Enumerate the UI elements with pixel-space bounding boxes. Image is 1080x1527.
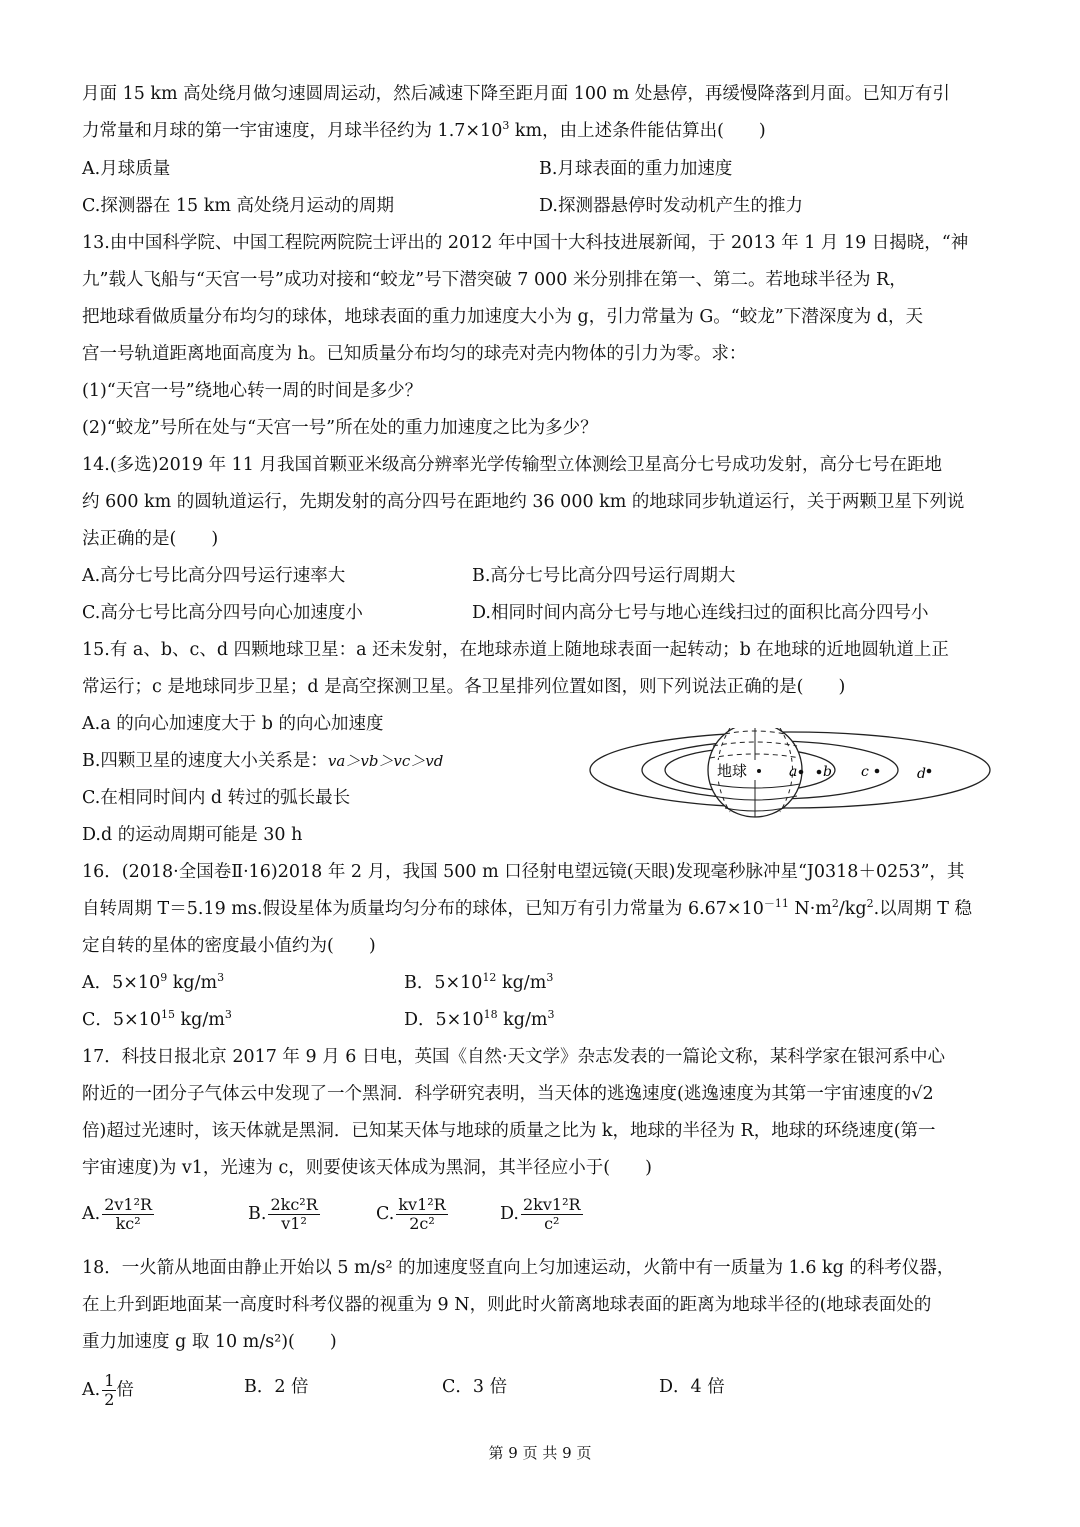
q18-line-1: 18．一火箭从地面由静止开始以 5 m/s² 的加速度竖直向上匀加速运动，火箭中有一质量为 1.6 kg 的科考仪器， bbox=[82, 1258, 955, 1278]
q16-line-1: 16．(2018·全国卷Ⅱ·16)2018 年 2 月，我国 500 m 口径射电望远镜(天眼)发现毫秒脉冲星“J0318＋0253”，其 bbox=[82, 862, 965, 882]
q15-option-a: A.a 的向心加速度大于 b 的向心加速度 bbox=[82, 714, 384, 734]
q14-option-c: C.高分七号比高分四号向心加速度小 bbox=[82, 603, 363, 623]
satellite-d-label: d bbox=[917, 766, 926, 782]
q16-option-d: D．$5\times 10^{18}$ $kg/m^3$ bbox=[404, 1008, 555, 1030]
q14-line-1: 14.(多选)2019 年 11 月我国首颗亚米级高分辨率光学传输型立体测绘卫星高分七号成功发射，高分七号在距地 bbox=[82, 455, 942, 475]
q13-subquestion-1: (1)“天宫一号”绕地心转一周的时间是多少？ bbox=[82, 381, 423, 401]
q15-option-b: B.四颗卫星的速度大小关系是：va＞vb＞vc＞vd bbox=[82, 751, 444, 771]
satellite-orbit-diagram bbox=[585, 728, 1000, 838]
q18-option-c: C．3 倍 bbox=[442, 1377, 508, 1397]
q12-line-1: 月面 15 km 高处绕月做匀速圆周运动，然后减速下降至距月面 100 m 处悬停，再缓慢降落到月面。已知万有引 bbox=[82, 84, 950, 104]
q14-line-2: 约 600 km 的圆轨道运行，先期发射的高分四号在距地约 36 000 km 的地球同步轨道运行，关于两颗卫星下列说 bbox=[82, 492, 965, 512]
page-footer: 第 9 页 共 9 页 bbox=[488, 1444, 592, 1462]
q17-option-a: A. $\frac{\text{2v1²R}}{\text{kc²}}$ bbox=[82, 1195, 153, 1233]
q18-option-b: B．2 倍 bbox=[244, 1377, 309, 1397]
satellite-a-label: a bbox=[789, 764, 798, 780]
satellite-d-dot bbox=[927, 769, 932, 774]
q17-line-3: 倍)超过光速时，该天体就是黑洞．已知某天体与地球的质量之比为 k，地球的半径为 R，地球的环绕速度(第一 bbox=[82, 1121, 936, 1141]
q17-line-1: 17．科技日报北京 2017 年 9 月 6 日电，英国《自然·天文学》杂志发表的一篇论文称，某科学家在银河系中心 bbox=[82, 1047, 946, 1067]
q13-line-1: 13.由中国科学院、中国工程院两院院士评出的 2012 年中国十大科技进展新闻，于 2013 年 1 月 19 日揭晓，“神 bbox=[82, 233, 969, 253]
q17-line-2: 附近的一团分子气体云中发现了一个黑洞．科学研究表明，当天体的逃逸速度(逃逸速度为其第一宇宙速度的√2 bbox=[82, 1084, 934, 1104]
satellite-b-label: b bbox=[823, 764, 832, 780]
q14-option-b: B.高分七号比高分四号运行周期大 bbox=[472, 566, 736, 586]
earth-label: 地球 bbox=[717, 762, 748, 780]
q14-option-a: A.高分七号比高分四号运行速率大 bbox=[82, 566, 346, 586]
q17-option-c: C. $\frac{\text{kv1²R}}{\text{2c²}}$ bbox=[376, 1195, 446, 1233]
q12-option-d: D.探测器悬停时发动机产生的推力 bbox=[539, 196, 803, 216]
q15-option-c: C.在相同时间内 d 转过的弧长最长 bbox=[82, 788, 351, 808]
q16-option-a: A．$5\times 10^9$ $kg/m^3$ bbox=[82, 971, 225, 993]
q17-option-d: D. $\frac{\text{2kv1²R}}{\text{c²}}$ bbox=[500, 1195, 581, 1233]
q12-option-c: C.探测器在 15 km 高处绕月运动的周期 bbox=[82, 196, 394, 216]
q18-option-a: A. $\frac{1}{2}$ 倍 bbox=[82, 1371, 134, 1409]
satellite-b-dot bbox=[817, 770, 822, 775]
satellite-c-dot bbox=[875, 769, 880, 774]
q12-line-2: 力常量和月球的第一宇宙速度，月球半径约为 $1.7\times 10^3$ km，由上述条件能估算出( ) bbox=[82, 119, 766, 141]
earth-center-dot bbox=[757, 769, 761, 773]
q15-option-d: D.d 的运动周期可能是 30 h bbox=[82, 825, 303, 845]
q16-option-c: C．$5\times 10^{15}$ $kg/m^3$ bbox=[82, 1008, 232, 1030]
q12-option-b: B.月球表面的重力加速度 bbox=[539, 159, 733, 179]
q18-line-3: 重力加速度 g 取 10 m/s²)( ) bbox=[82, 1332, 337, 1352]
q16-option-b: B．$5\times 10^{12}$ $kg/m^3$ bbox=[404, 971, 554, 993]
q15-line-2: 常运行；c 是地球同步卫星；d 是高空探测卫星。各卫星排列位置如图，则下列说法正确的是( ) bbox=[82, 677, 846, 697]
q13-line-3: 把地球看做质量分布均匀的球体，地球表面的重力加速度大小为 g，引力常量为 G。“蛟龙”下潜深度为 d，天 bbox=[82, 307, 923, 327]
q17-option-b: B. $\frac{\text{2kc²R}}{\text{v1²}}$ bbox=[248, 1195, 318, 1233]
q17-line-4: 宇宙速度)为 v1，光速为 c，则要使该天体成为黑洞，其半径应小于( ) bbox=[82, 1158, 652, 1178]
q14-line-3: 法正确的是( ) bbox=[82, 529, 219, 549]
satellite-c-label: c bbox=[861, 764, 869, 780]
q18-line-2: 在上升到距地面某一高度时科考仪器的视重为 9 N，则此时火箭离地球表面的距离为地球半径的(地球表面处的 bbox=[82, 1295, 932, 1315]
q13-line-4: 宫一号轨道距离地面高度为 h。已知质量分布均匀的球壳对壳内物体的引力为零。求： bbox=[82, 344, 747, 364]
satellite-a-dot bbox=[799, 770, 804, 775]
q18-option-d: D．4 倍 bbox=[659, 1377, 725, 1397]
q13-line-2: 九”载人飞船与“天宫一号”成功对接和“蛟龙”号下潜突破 7 000 米分别排在第一、第二。若地球半径为 R， bbox=[82, 270, 907, 290]
q13-subquestion-2: (2)“蛟龙”号所在处与“天宫一号”所在处的重力加速度之比为多少？ bbox=[82, 418, 598, 438]
q15-line-1: 15.有 a、b、c、d 四颗地球卫星：a 还未发射，在地球赤道上随地球表面一起转动；b 在地球的近地圆轨道上正 bbox=[82, 640, 949, 660]
q16-line-2: 自转周期 T＝5.19 ms.假设星体为质量均匀分布的球体，已知万有引力常量为 $6.67\times 10^{-11}$ $N\cdot m^2/kg^2$.以周期 T 稳 bbox=[82, 897, 972, 919]
q12-option-a: A.月球质量 bbox=[82, 159, 171, 179]
q14-option-d: D.相同时间内高分七号与地心连线扫过的面积比高分四号小 bbox=[472, 603, 929, 623]
q16-line-3: 定自转的星体的密度最小值约为( ) bbox=[82, 936, 376, 956]
